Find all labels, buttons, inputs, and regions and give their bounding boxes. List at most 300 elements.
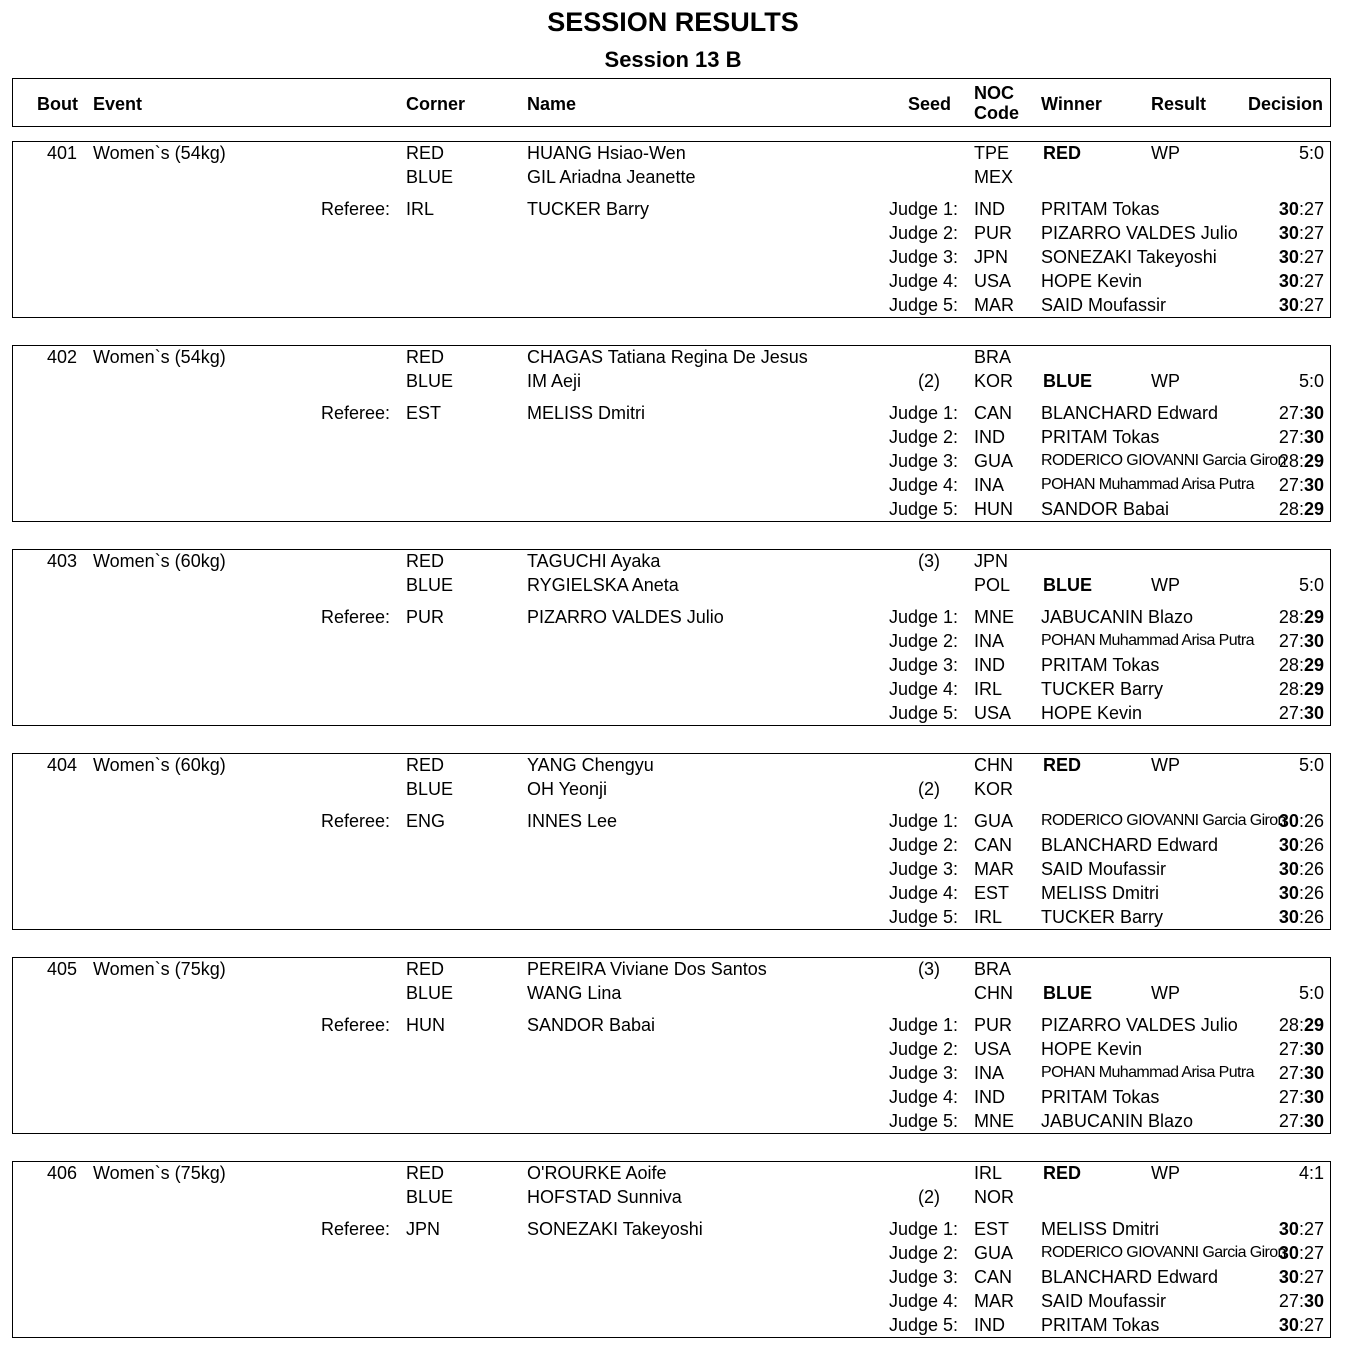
score-separator: : [1298, 631, 1304, 651]
score-blue: 27 [1303, 295, 1324, 315]
score-red: 27 [1278, 403, 1299, 423]
judge-score [1279, 475, 1324, 495]
judge-name: PRITAM Tokas [1041, 427, 1160, 447]
event-name: Women`s (54kg) [93, 143, 226, 163]
score-separator: : [1298, 1315, 1304, 1335]
judge-name: POHAN Muhammad Arisa Putra [1041, 632, 1254, 649]
decision: 4:1 [1298, 1163, 1324, 1183]
score-red: 27 [1278, 631, 1299, 651]
judge-label: Judge 5: [889, 1315, 959, 1335]
score-separator: : [1298, 295, 1304, 315]
corner-red: RED [406, 347, 445, 367]
winner: RED [1043, 143, 1082, 163]
red-seed: (3) [918, 959, 940, 979]
referee-label: Referee: [321, 199, 391, 219]
referee-label: Referee: [321, 811, 391, 831]
judge-noc: HUN [974, 499, 1013, 519]
judge-label: Judge 5: [889, 703, 959, 723]
corner-blue: BLUE [406, 983, 454, 1003]
result: WP [1151, 983, 1180, 1003]
judge-score [1279, 607, 1324, 627]
judge-noc: CAN [974, 403, 1013, 423]
score-separator: : [1298, 703, 1304, 723]
red-noc: TPE [974, 143, 1010, 163]
score-blue: 30 [1303, 1087, 1324, 1107]
winner: BLUE [1043, 983, 1092, 1003]
judge-score [1279, 1039, 1324, 1059]
judge-score [1279, 703, 1324, 723]
judge-label: Judge 2: [889, 1039, 959, 1059]
judge-label: Judge 5: [889, 499, 959, 519]
page-title: SESSION RESULTS [547, 7, 799, 37]
blue-boxer-name: WANG Lina [527, 983, 622, 1003]
score-blue: 27 [1303, 1243, 1324, 1263]
score-separator: : [1298, 403, 1304, 423]
score-red: 28 [1278, 499, 1299, 519]
judge-noc: CAN [974, 1267, 1013, 1287]
judge-noc: IND [974, 1315, 1005, 1335]
referee-noc: ENG [406, 811, 446, 831]
judge-score [1279, 199, 1324, 219]
judge-label: Judge 1: [889, 403, 959, 423]
score-blue: 30 [1303, 703, 1324, 723]
bout-number: 403 [46, 551, 77, 571]
judge-score [1279, 295, 1324, 315]
judge-noc: MNE [974, 1111, 1014, 1131]
judge-score [1279, 1087, 1324, 1107]
referee-label: Referee: [321, 403, 391, 423]
decision: 5:0 [1298, 575, 1324, 595]
judge-name: POHAN Muhammad Arisa Putra [1041, 1064, 1254, 1081]
score-separator: : [1298, 427, 1304, 447]
judge-name: HOPE Kevin [1041, 703, 1143, 723]
score-red: 28 [1278, 1015, 1299, 1035]
score-separator: : [1298, 1039, 1304, 1059]
judge-label: Judge 5: [889, 1111, 959, 1131]
score-blue: 26 [1303, 835, 1324, 855]
bout-block [12, 141, 1331, 318]
judge-noc: IRL [974, 907, 1003, 927]
red-noc: BRA [974, 347, 1012, 367]
score-blue: 29 [1303, 607, 1324, 627]
header-seed: Seed [908, 94, 952, 114]
score-blue: 29 [1303, 499, 1324, 519]
decision: 5:0 [1298, 143, 1324, 163]
referee-noc: IRL [406, 199, 435, 219]
red-boxer-name: CHAGAS Tatiana Regina De Jesus [527, 347, 808, 367]
winner: BLUE [1043, 371, 1092, 391]
score-blue: 27 [1303, 247, 1324, 267]
judge-score [1279, 859, 1324, 879]
judge-noc: PUR [974, 1015, 1013, 1035]
score-separator: : [1298, 883, 1304, 903]
judge-name: HOPE Kevin [1041, 1039, 1143, 1059]
referee-name: MELISS Dmitri [527, 403, 646, 423]
score-red: 30 [1278, 247, 1299, 267]
blue-noc: KOR [974, 779, 1014, 799]
score-separator: : [1298, 655, 1304, 675]
judge-score [1279, 1243, 1324, 1263]
score-blue: 30 [1303, 475, 1324, 495]
blue-seed: (2) [918, 1187, 940, 1207]
score-red: 30 [1278, 199, 1299, 219]
judge-label: Judge 2: [889, 835, 959, 855]
score-blue: 29 [1303, 655, 1324, 675]
judge-noc: EST [974, 1219, 1010, 1239]
score-blue: 27 [1303, 271, 1324, 291]
score-red: 27 [1278, 1291, 1299, 1311]
judge-name: PRITAM Tokas [1041, 655, 1160, 675]
judge-noc: MAR [974, 1291, 1014, 1311]
judge-label: Judge 4: [889, 1291, 959, 1311]
judge-label: Judge 2: [889, 427, 959, 447]
bout-block [12, 957, 1331, 1134]
score-separator: : [1298, 1015, 1304, 1035]
header-code: Code [974, 103, 1019, 123]
bout-number: 402 [46, 347, 77, 367]
referee-name: INNES Lee [527, 811, 618, 831]
judge-name: RODERICO GIOVANNI Garcia Giron [1041, 452, 1286, 469]
corner-blue: BLUE [406, 575, 454, 595]
judge-name: SAID Moufassir [1041, 1291, 1167, 1311]
bout-block [12, 549, 1331, 726]
judge-label: Judge 1: [889, 1015, 959, 1035]
judge-score [1279, 1315, 1324, 1335]
score-red: 30 [1278, 1267, 1299, 1287]
score-blue: 30 [1303, 1039, 1324, 1059]
score-separator: : [1298, 1291, 1304, 1311]
score-blue: 30 [1303, 631, 1324, 651]
judge-label: Judge 4: [889, 883, 959, 903]
judge-label: Judge 1: [889, 607, 959, 627]
score-separator: : [1298, 859, 1304, 879]
decision: 5:0 [1298, 755, 1324, 775]
judge-label: Judge 5: [889, 907, 959, 927]
judge-label: Judge 4: [889, 475, 959, 495]
red-boxer-name: PEREIRA Viviane Dos Santos [527, 959, 767, 979]
red-seed: (3) [918, 551, 940, 571]
header-name: Name [527, 94, 577, 114]
score-separator: : [1298, 499, 1304, 519]
judge-score [1279, 655, 1324, 675]
judge-label: Judge 1: [889, 199, 959, 219]
red-noc: CHN [974, 755, 1013, 775]
score-separator: : [1298, 271, 1304, 291]
blue-noc: MEX [974, 167, 1014, 187]
score-separator: : [1298, 451, 1304, 471]
table-header [12, 78, 1331, 127]
blue-boxer-name: RYGIELSKA Aneta [527, 575, 679, 595]
judge-score [1279, 883, 1324, 903]
judge-name: SAID Moufassir [1041, 859, 1167, 879]
judge-name: TUCKER Barry [1041, 679, 1164, 699]
winner: BLUE [1043, 575, 1092, 595]
score-separator: : [1298, 811, 1304, 831]
corner-blue: BLUE [406, 167, 454, 187]
result: WP [1151, 755, 1180, 775]
score-blue: 26 [1303, 907, 1324, 927]
score-red: 30 [1278, 1315, 1299, 1335]
judge-label: Judge 1: [889, 1219, 959, 1239]
judge-noc: IND [974, 427, 1005, 447]
blue-noc: KOR [974, 371, 1014, 391]
event-name: Women`s (75kg) [93, 1163, 226, 1183]
judge-score [1279, 499, 1324, 519]
corner-blue: BLUE [406, 371, 454, 391]
judge-label: Judge 1: [889, 811, 959, 831]
judge-name: BLANCHARD Edward [1041, 1267, 1219, 1287]
blue-boxer-name: OH Yeonji [527, 779, 608, 799]
judge-noc: PUR [974, 223, 1013, 243]
header-bout: Bout [37, 94, 78, 114]
blue-noc: CHN [974, 983, 1013, 1003]
referee-label: Referee: [321, 1219, 391, 1239]
referee-label: Referee: [321, 607, 391, 627]
judge-noc: USA [974, 1039, 1012, 1059]
score-red: 30 [1278, 223, 1299, 243]
judge-noc: MAR [974, 859, 1014, 879]
blue-seed: (2) [918, 371, 940, 391]
judge-name: PRITAM Tokas [1041, 1315, 1160, 1335]
judge-label: Judge 3: [889, 859, 959, 879]
corner-red: RED [406, 143, 445, 163]
judge-score [1279, 1015, 1324, 1035]
judge-score [1279, 907, 1324, 927]
corner-red: RED [406, 1163, 445, 1183]
score-blue: 26 [1303, 883, 1324, 903]
blue-boxer-name: HOFSTAD Sunniva [527, 1187, 682, 1207]
score-blue: 29 [1303, 679, 1324, 699]
judge-noc: CAN [974, 835, 1013, 855]
header-decision: Decision [1248, 94, 1324, 114]
red-noc: BRA [974, 959, 1012, 979]
bout-number: 404 [46, 755, 77, 775]
judge-noc: IND [974, 655, 1005, 675]
corner-blue: BLUE [406, 1187, 454, 1207]
judge-name: PRITAM Tokas [1041, 1087, 1160, 1107]
session-subtitle: Session 13 B [604, 47, 742, 72]
score-separator: : [1298, 1267, 1304, 1287]
event-name: Women`s (75kg) [93, 959, 226, 979]
referee-noc: JPN [406, 1219, 441, 1239]
judge-noc: GUA [974, 811, 1014, 831]
result: WP [1151, 143, 1180, 163]
referee-label: Referee: [321, 1015, 391, 1035]
score-separator: : [1298, 199, 1304, 219]
result: WP [1151, 575, 1180, 595]
blue-seed: (2) [918, 779, 940, 799]
judge-score [1279, 1291, 1324, 1311]
judge-noc: GUA [974, 451, 1014, 471]
bout-number: 401 [46, 143, 77, 163]
score-red: 30 [1278, 907, 1299, 927]
corner-blue: BLUE [406, 779, 454, 799]
judge-name: HOPE Kevin [1041, 271, 1143, 291]
corner-red: RED [406, 551, 445, 571]
corner-red: RED [406, 755, 445, 775]
score-red: 30 [1278, 883, 1299, 903]
judge-noc: MNE [974, 607, 1014, 627]
winner: RED [1043, 755, 1082, 775]
red-noc: JPN [974, 551, 1009, 571]
bout-number: 405 [46, 959, 77, 979]
judge-score [1279, 223, 1324, 243]
red-boxer-name: O'ROURKE Aoife [527, 1163, 667, 1183]
referee-name: TUCKER Barry [527, 199, 650, 219]
referee-name: PIZARRO VALDES Julio [527, 607, 724, 627]
judge-noc: MAR [974, 295, 1014, 315]
score-blue: 30 [1303, 403, 1324, 423]
score-blue: 30 [1303, 1111, 1324, 1131]
event-name: Women`s (60kg) [93, 551, 226, 571]
judge-label: Judge 4: [889, 679, 959, 699]
judge-score [1279, 1063, 1324, 1083]
judge-name: JABUCANIN Blazo [1041, 1111, 1194, 1131]
winner: RED [1043, 1163, 1082, 1183]
judge-name: JABUCANIN Blazo [1041, 607, 1194, 627]
score-separator: : [1298, 679, 1304, 699]
bout-block [12, 753, 1331, 930]
judge-noc: IRL [974, 679, 1003, 699]
score-red: 30 [1278, 271, 1299, 291]
judge-label: Judge 2: [889, 1243, 959, 1263]
judge-name: RODERICO GIOVANNI Garcia Giron [1041, 1244, 1286, 1261]
score-red: 28 [1278, 451, 1299, 471]
score-red: 28 [1278, 607, 1299, 627]
score-separator: : [1298, 1063, 1304, 1083]
judge-label: Judge 3: [889, 451, 959, 471]
header-event: Event [93, 94, 143, 114]
score-blue: 27 [1303, 1315, 1324, 1335]
referee-noc: HUN [406, 1015, 445, 1035]
judge-name: MELISS Dmitri [1041, 883, 1160, 903]
score-red: 27 [1278, 1039, 1299, 1059]
bout-number: 406 [46, 1163, 77, 1183]
score-red: 30 [1278, 1219, 1299, 1239]
judge-score [1279, 247, 1324, 267]
score-red: 30 [1278, 811, 1299, 831]
judge-score [1279, 631, 1324, 651]
judge-noc: IND [974, 199, 1005, 219]
judge-name: SAID Moufassir [1041, 295, 1167, 315]
judge-name: BLANCHARD Edward [1041, 403, 1219, 423]
score-blue: 27 [1303, 223, 1324, 243]
referee-noc: PUR [406, 607, 445, 627]
score-red: 28 [1278, 679, 1299, 699]
judge-name: TUCKER Barry [1041, 907, 1164, 927]
judge-name: MELISS Dmitri [1041, 1219, 1160, 1239]
score-blue: 27 [1303, 199, 1324, 219]
red-boxer-name: YANG Chengyu [527, 755, 654, 775]
judge-noc: EST [974, 883, 1010, 903]
judge-score [1279, 1111, 1324, 1131]
score-blue: 26 [1303, 811, 1324, 831]
judge-noc: INA [974, 631, 1005, 651]
score-separator: : [1298, 835, 1304, 855]
judge-score [1279, 1267, 1324, 1287]
score-red: 30 [1278, 859, 1299, 879]
blue-noc: POL [974, 575, 1011, 595]
score-red: 30 [1278, 1243, 1299, 1263]
score-separator: : [1298, 1243, 1304, 1263]
judge-label: Judge 2: [889, 631, 959, 651]
judge-score [1279, 1219, 1324, 1239]
judge-noc: USA [974, 271, 1012, 291]
score-blue: 26 [1303, 859, 1324, 879]
score-red: 27 [1278, 1111, 1299, 1131]
judge-label: Judge 4: [889, 271, 959, 291]
score-red: 28 [1278, 655, 1299, 675]
header-result: Result [1151, 94, 1207, 114]
event-name: Women`s (54kg) [93, 347, 226, 367]
judge-label: Judge 5: [889, 295, 959, 315]
blue-noc: NOR [974, 1187, 1014, 1207]
score-red: 27 [1278, 475, 1299, 495]
score-red: 27 [1278, 1063, 1299, 1083]
score-blue: 29 [1303, 1015, 1324, 1035]
judge-noc: INA [974, 475, 1005, 495]
judge-noc: JPN [974, 247, 1009, 267]
judge-name: SANDOR Babai [1041, 499, 1170, 519]
event-name: Women`s (60kg) [93, 755, 226, 775]
score-red: 27 [1278, 1087, 1299, 1107]
judge-noc: INA [974, 1063, 1005, 1083]
score-red: 27 [1278, 703, 1299, 723]
score-separator: : [1298, 1087, 1304, 1107]
header-noc: NOC [974, 83, 1014, 103]
decision: 5:0 [1298, 371, 1324, 391]
judge-name: SONEZAKI Takeyoshi [1041, 247, 1217, 267]
judge-name: POHAN Muhammad Arisa Putra [1041, 476, 1254, 493]
score-blue: 30 [1303, 1291, 1324, 1311]
judge-score [1279, 403, 1324, 423]
judge-label: Judge 4: [889, 1087, 959, 1107]
judge-label: Judge 3: [889, 247, 959, 267]
red-boxer-name: HUANG Hsiao-Wen [527, 143, 686, 163]
score-separator: : [1298, 1111, 1304, 1131]
judge-score [1279, 835, 1324, 855]
score-separator: : [1298, 907, 1304, 927]
score-red: 27 [1278, 427, 1299, 447]
header-winner: Winner [1041, 94, 1102, 114]
score-blue: 27 [1303, 1267, 1324, 1287]
judge-score [1279, 679, 1324, 699]
red-boxer-name: TAGUCHI Ayaka [527, 551, 661, 571]
judge-name: PIZARRO VALDES Julio [1041, 223, 1238, 243]
score-blue: 27 [1303, 1219, 1324, 1239]
judge-noc: USA [974, 703, 1012, 723]
red-noc: IRL [974, 1163, 1003, 1183]
judge-noc: IND [974, 1087, 1005, 1107]
score-separator: : [1298, 223, 1304, 243]
referee-name: SANDOR Babai [527, 1015, 656, 1035]
bout-block [12, 1161, 1331, 1338]
judge-score [1279, 427, 1324, 447]
judge-name: BLANCHARD Edward [1041, 835, 1219, 855]
referee-name: SONEZAKI Takeyoshi [527, 1219, 703, 1239]
score-separator: : [1298, 247, 1304, 267]
judge-label: Judge 3: [889, 1063, 959, 1083]
score-separator: : [1298, 1219, 1304, 1239]
score-blue: 30 [1303, 1063, 1324, 1083]
judge-label: Judge 2: [889, 223, 959, 243]
score-red: 30 [1278, 295, 1299, 315]
judge-score [1279, 271, 1324, 291]
score-separator: : [1298, 607, 1304, 627]
judge-label: Judge 3: [889, 655, 959, 675]
score-blue: 30 [1303, 427, 1324, 447]
referee-noc: EST [406, 403, 442, 423]
